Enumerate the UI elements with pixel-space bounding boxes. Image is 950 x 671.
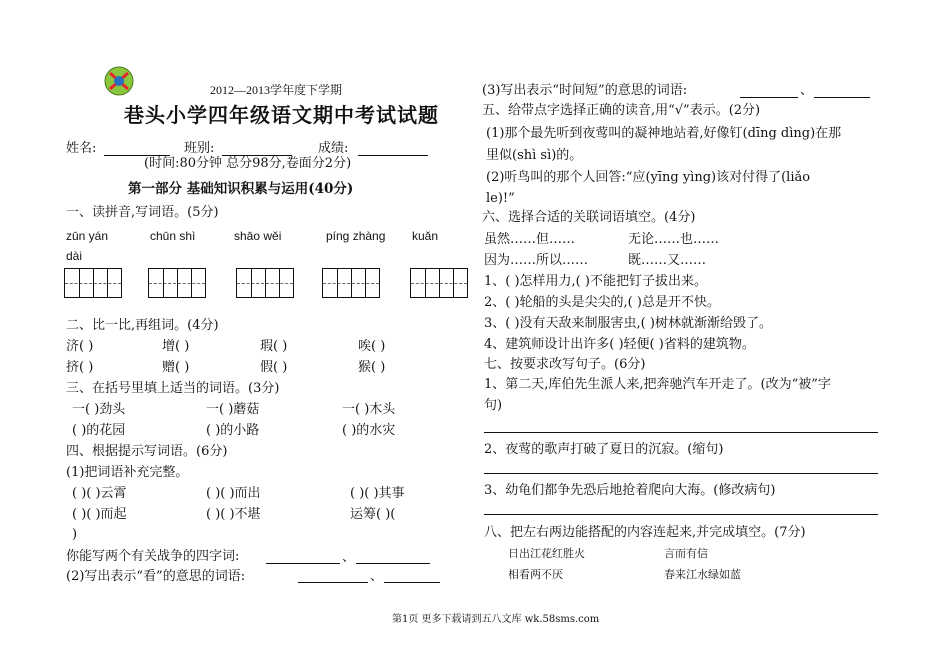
q8-heading: 八、把左右两边能搭配的内容连起来,并完成填空。(7分) <box>484 525 806 540</box>
answer-line[interactable] <box>484 432 878 433</box>
match-left[interactable]: 日出江花红胜火 <box>508 547 585 560</box>
q4-heading: 四、根据提示写词语。(6分) <box>66 444 228 459</box>
q7-sentence: 2、夜莺的歌声打破了夏日的沉寂。(缩句) <box>484 442 724 457</box>
tianzige-box-2[interactable] <box>148 268 206 298</box>
q4-item-cont: ) <box>72 527 78 542</box>
q7-heading: 七、按要求改写句子。(6分) <box>484 357 646 372</box>
q2-item[interactable]: 假( ) <box>260 360 288 375</box>
answer-line[interactable] <box>484 473 878 474</box>
conjunction-pair: 无论……也…… <box>628 232 720 247</box>
q3-item[interactable]: 一( )木头 <box>342 402 396 417</box>
q3-item[interactable]: ( )的水灾 <box>342 423 396 438</box>
q2-item[interactable]: 瑕( ) <box>260 339 288 354</box>
time-words-blank-2[interactable] <box>814 97 870 98</box>
q4-item[interactable]: ( )( )而起 <box>72 507 127 522</box>
q4-item[interactable]: ( )( )云霄 <box>72 486 127 501</box>
conjunction-pair: 虽然……但…… <box>484 232 576 247</box>
q3-heading: 三、在括号里填上适当的词语。(3分) <box>66 381 280 396</box>
tianzige-box-3[interactable] <box>236 268 294 298</box>
q5-heading: 五、给带点字选择正确的读音,用“√”表示。(2分) <box>482 103 761 118</box>
school-year: 2012—2013学年度下学期 <box>210 83 343 97</box>
answer-line[interactable] <box>484 514 878 515</box>
q2-heading: 二、比一比,再组词。(4分) <box>66 318 219 333</box>
q4-sub2: (2)写出表示“看”的意思的词语: <box>66 569 246 584</box>
look-words-blank-2[interactable] <box>384 582 440 583</box>
q4-war-words: 你能写两个有关战争的四字词: <box>66 549 240 564</box>
q7-sentence-cont: 句) <box>484 398 503 413</box>
q2-item[interactable]: 唉( ) <box>358 339 386 354</box>
q6-item[interactable]: 4、建筑师设计出许多( )轻便( )省料的建筑物。 <box>484 337 755 352</box>
separator: 、 <box>370 569 384 584</box>
q5-line: (1)那个最先听到夜莺叫的凝神地站着,好像钉(dīng dìng)在那 <box>486 126 842 141</box>
exam-info: (时间:80分钟 总分98分,卷面分2分) <box>144 156 352 171</box>
match-right[interactable]: 言而有信 <box>664 547 708 560</box>
q6-item[interactable]: 3、( )没有天敌来制服害虫,( )树林就渐渐给毁了。 <box>484 316 772 331</box>
q5-line: (2)听鸟叫的那个人回答:“应(yīng yìng)该对付得了(liǎo <box>486 170 811 185</box>
q4-sub1: (1)把词语补充完整。 <box>66 465 189 480</box>
tianzige-box-5[interactable] <box>410 268 468 298</box>
score-label: 成绩: <box>318 141 349 156</box>
school-logo <box>104 66 134 96</box>
time-words-blank-1[interactable] <box>740 97 798 98</box>
q4-item[interactable]: 运筹( )( <box>350 507 396 522</box>
q3-item[interactable]: ( )的小路 <box>206 423 260 438</box>
q4-item[interactable]: ( )( )不堪 <box>206 507 261 522</box>
part-one-heading: 第一部分 基础知识积累与运用(40分) <box>128 181 354 197</box>
q3-item[interactable]: 一( )蘑菇 <box>206 402 260 417</box>
class-label: 班别: <box>184 141 215 156</box>
exam-title: 巷头小学四年级语文期中考试试题 <box>124 103 439 127</box>
match-right[interactable]: 春来江水绿如蓝 <box>664 568 741 581</box>
q3-item[interactable]: ( )的花园 <box>72 423 126 438</box>
pinyin-5: kuǎn <box>412 229 439 243</box>
q6-item[interactable]: 1、( )怎样用力,( )不能把钉子拔出来。 <box>484 274 707 289</box>
look-words-blank-1[interactable] <box>298 582 368 583</box>
pinyin-2: chūn shì <box>150 229 196 243</box>
q2-item[interactable]: 增( ) <box>162 339 190 354</box>
q4-item[interactable]: ( )( )其事 <box>350 486 405 501</box>
q2-item[interactable]: 赠( ) <box>162 360 190 375</box>
page-footer: 第1页 更多下载请到五八文库 wk.58sms.com <box>392 614 600 625</box>
separator: 、 <box>800 83 814 98</box>
q4-sub3: (3)写出表示“时间短”的意思的词语: <box>482 83 688 98</box>
q2-item[interactable]: 猴( ) <box>358 360 386 375</box>
separator: 、 <box>342 550 356 565</box>
tianzige-box-4[interactable] <box>322 268 380 298</box>
name-label: 姓名: <box>66 141 97 156</box>
tianzige-box-1[interactable] <box>64 268 122 298</box>
q6-heading: 六、选择合适的关联词语填空。(4分) <box>482 210 696 225</box>
q6-item[interactable]: 2、( )轮船的头是尖尖的,( )总是开不快。 <box>484 295 720 310</box>
q2-item[interactable]: 挤( ) <box>66 360 94 375</box>
q3-item[interactable]: 一( )劲头 <box>72 402 126 417</box>
pinyin-1: zūn yán <box>66 229 109 243</box>
war-words-blank-1[interactable] <box>266 563 340 564</box>
q4-item[interactable]: ( )( )而出 <box>206 486 261 501</box>
q5-line: le)!” <box>486 191 515 206</box>
q7-sentence: 3、幼龟们都争先恐后地抢着爬向大海。(修改病句) <box>484 483 776 498</box>
pinyin-3: shāo wěi <box>234 229 282 243</box>
conjunction-pair: 既……又…… <box>628 253 707 268</box>
war-words-blank-2[interactable] <box>356 563 430 564</box>
q7-sentence: 1、第二天,库伯先生派人来,把奔驰汽车开走了。(改为“被”字 <box>484 377 831 392</box>
q2-item[interactable]: 济( ) <box>66 339 94 354</box>
score-blank[interactable] <box>358 155 428 156</box>
q5-line: 里似(shì sì)的。 <box>486 148 583 163</box>
pinyin-5-cont: dài <box>66 249 83 263</box>
q1-heading: 一、读拼音,写词语。(5分) <box>66 205 219 220</box>
pinyin-4: píng zhàng <box>326 229 386 243</box>
conjunction-pair: 因为……所以…… <box>484 253 589 268</box>
match-left[interactable]: 相看两不厌 <box>508 568 563 581</box>
